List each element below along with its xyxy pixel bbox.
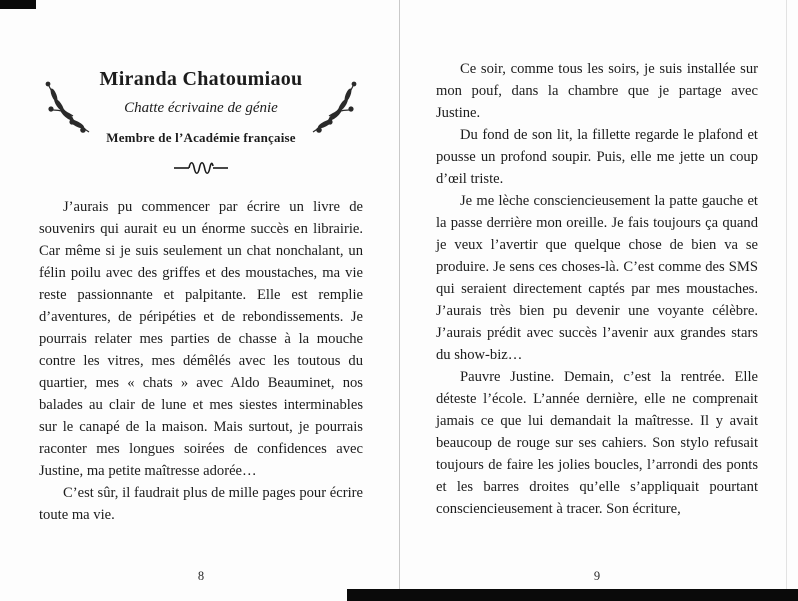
author-affiliation: Membre de l’Académie française xyxy=(106,130,296,145)
chapter-header xyxy=(39,68,363,146)
laurel-branch-left-icon xyxy=(39,78,93,136)
viewer-artifact-top-left xyxy=(0,0,36,9)
divider-squiggle-icon xyxy=(39,160,363,176)
paragraph: Pauvre Justine. Demain, c’est la rentrée. Elle déteste l’école. L’année dernière, elle ne comprenait jamais ce que lui demandait la maîtresse. Il y avait beaucoup de rouge sur ses cahiers. Son stylo refusait toujours de faire les jolies boucles, l’arrondi des ponts et les barres droites qu’elle s’appliquait pourtant consciencieusement à tracer. Son écriture, xyxy=(436,369,758,517)
page-number-right: 9 xyxy=(593,569,601,583)
chapter-header-text xyxy=(93,68,309,146)
viewer-artifact-bottom-bar xyxy=(347,589,798,601)
left-page xyxy=(39,0,363,601)
paragraph: J’aurais pu commencer par écrire un livre de souvenirs qui aurait eu un énorme succès en librairie. Car même si je suis seulement un chat nonchalant, un félin poilu avec des griffes et des moustaches, ma vie reste passionnante et palpitante. Elle est remplie d’aventures, de péripéties et de rebondissements. Je pourrais relater mes parties de chasse à la mouche contre les vitres, mes démêlés avec les toutous du quartier, mes « chats » avec Aldo Beauminet, nos balades au clair de lune et mes siestes interminables sur le canapé de la maison. Mais surtout, je pourrais raconter mes longues soirées de confidences avec Justine, ma petite maîtresse adorée… xyxy=(39,199,363,479)
author-subtitle: Chatte écrivaine de génie xyxy=(124,100,278,116)
paragraph: Je me lèche consciencieusement la patte gauche et la passe derrière mon oreille. Je fais toujours ça quand je veux l’avertir que quelque chose de bien va se produire. Je sens ces choses-là. C’est comme des SMS qui seraient directement captés par mes moustaches. J’aurais très bien pu devenir une voyante célèbre. J’aurais prédit avec succès l’avenir aux grandes stars du show-biz… xyxy=(436,193,758,363)
paragraph: Du fond de son lit, la fillette regarde le plafond et pousse un profond soupir. Puis, elle me jette un coup d’œil triste. xyxy=(436,127,758,187)
laurel-branch-right-icon xyxy=(309,78,363,136)
paragraph: Ce soir, comme tous les soirs, je suis installée sur mon pouf, dans la chambre que je partage avec Justine. xyxy=(436,61,758,121)
right-page-body xyxy=(436,58,758,520)
page-number-left: 8 xyxy=(197,569,205,583)
page-gutter-line xyxy=(399,0,400,601)
author-title: Miranda Chatoumiaou xyxy=(99,68,303,90)
page-right-edge-line xyxy=(786,0,787,601)
right-page xyxy=(436,0,758,601)
left-page-body xyxy=(39,196,363,526)
paragraph: C’est sûr, il faudrait plus de mille pages pour écrire toute ma vie. xyxy=(39,485,363,523)
